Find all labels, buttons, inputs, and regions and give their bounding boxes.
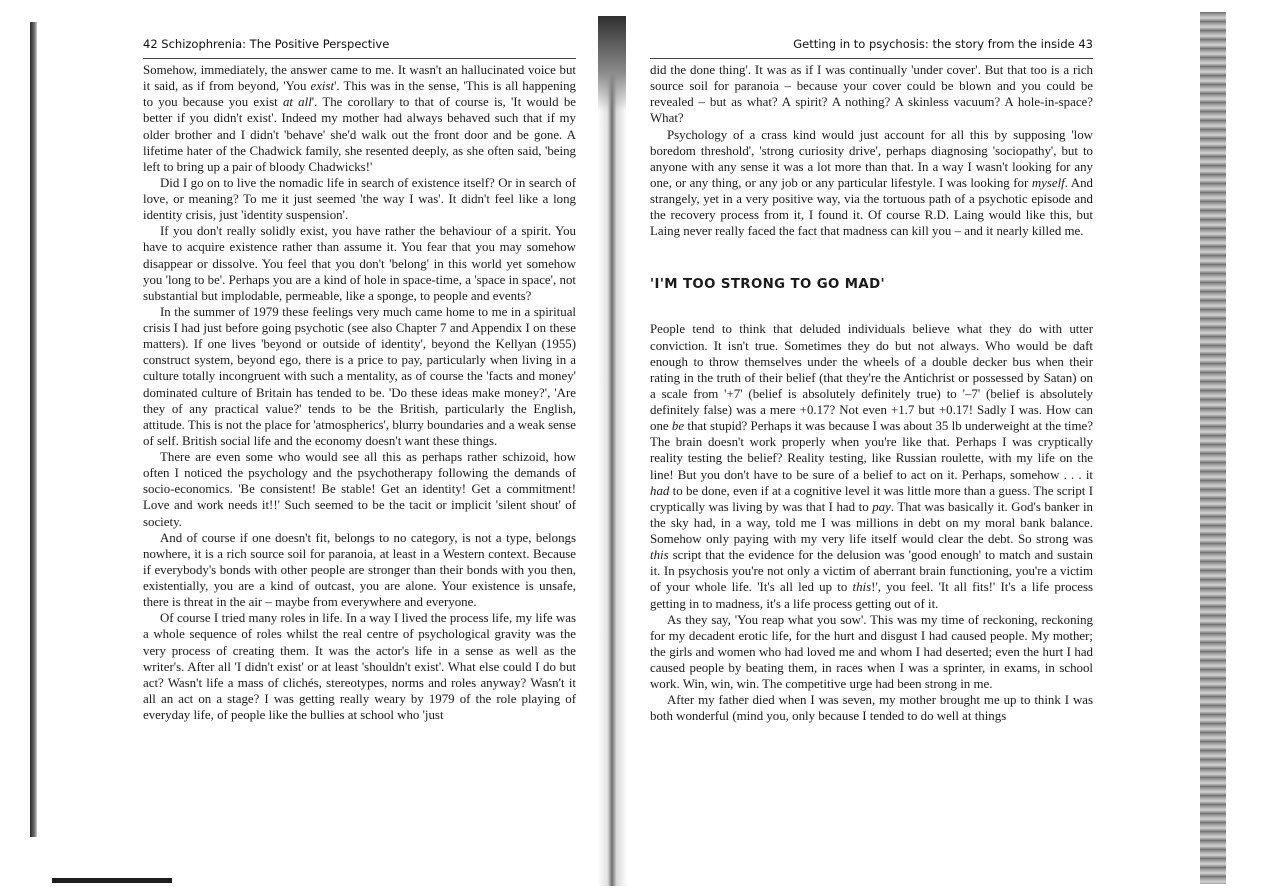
text-run: !', you feel. 'It all fits!' It's a life process getting in to madness, it's a life process getting out of it. — [650, 580, 1093, 611]
italic-text: exist — [310, 79, 335, 94]
text-run: There are even some who would see all this as perhaps rather schizoid, how often I noticed the psychology and the psychotherapy following the demands of socio-economics. 'Be consistent! Be stable! Get an identity! Get a commitment! Love and work needs it!!' Such seemed to be the tacit or implicit 'silent shout' of society. — [143, 450, 576, 529]
italic-text: had — [650, 483, 670, 498]
paragraph — [650, 62, 1093, 127]
text-run: And of course if one doesn't fit, belongs to no category, is not a type, belongs nowhere, it is a rich source soil for paranoia, at least in a Western context. Because if everybody's bonds with other people are stronger than their bonds with you then, existentially, you are a kind of outcast, you are alone. Your existence is unsafe, there is threat in the air – maybe from everywhere and everyone. — [143, 530, 576, 610]
right-page-body-top — [650, 62, 1093, 239]
paragraph — [650, 321, 1093, 611]
italic-text: this — [852, 580, 872, 595]
text-run: '. The corollary to that of course is, 'It would be better if you didn't exist'. Indeed my mother had always behaved such that if my older brother and I didn't 'behave' she'd walk out the front door and be gone. A lifetime hater of the Chadwick family, she resented deeply, as she often said, 'being left to bring up a pair of bloody Chadwicks!' — [143, 95, 577, 174]
left-page — [143, 36, 576, 723]
italic-text: pay — [872, 499, 891, 514]
section-heading: 'I'M TOO STRONG TO GO MAD' — [650, 277, 885, 293]
paragraph — [650, 692, 1093, 724]
right-header-rule — [650, 58, 1093, 59]
book-gutter-shadow — [597, 16, 627, 886]
text-run: In the summer of 1979 these feelings very much came home to me in a spiritual crisis I had just before going psychotic (see also Chapter 7 and Appendix I on these matters). If one lives 'beyond or outside of identity', beyond the Kellyan (1955) construct system, beyond ego, there is a price to pay, particularly when living in a culture totally incongruent with such a mentality, as of course the 'facts and money' dominated culture of Britain has tended to be. 'Do these ideas make money?', 'Are they of any practical value?' tends to be the British, particularly the English, attitude. This is not the place for 'atmospherics', blurry boundaries and a weak sense of self. British social life and the economy doesn't want these things. — [143, 304, 576, 448]
paragraph — [143, 449, 576, 530]
left-page-body — [143, 62, 576, 723]
italic-text: at all — [282, 95, 312, 110]
italic-text: this — [650, 548, 669, 563]
text-run: '. This was in the sense, 'This is all happening to you because you exist — [143, 79, 577, 110]
paragraph — [143, 610, 576, 723]
text-run: did the done thing'. It was as if I was continually 'under cover'. But that too is a rich source soil for paranoia – because your cover could be blown and you could be revealed – but as what? A spirit? A nothing? A skinless vacuum? A hole-in-space? What? — [650, 63, 1093, 126]
left-running-head: 42 Schizophrenia: The Positive Perspective — [143, 37, 390, 51]
text-run: that stupid? Perhaps it was because I was about 35 lb underweight at the time? The brain doesn't work properly when you're like that. Perhaps I was cryptically reality testing the belief? Reality testing, like Russian roulette, with my life on the line! But you don't have to be sure of a belief to act on it. Perhaps, somehow . . . it — [650, 419, 1093, 482]
italic-text: myself — [1031, 175, 1065, 190]
text-run: . That was basically it. God's banker in the sky had, in a way, told me I was millions in debt on my moral bank balance. Somehow only paying with my very life itself would clear the debt. So strong was — [650, 499, 1093, 546]
scan-page-edges-right — [1200, 12, 1226, 884]
paragraph — [143, 175, 576, 223]
scan-shadow-left-edge — [30, 22, 37, 837]
left-header-rule — [143, 58, 576, 59]
text-run: to be done, even if at a cognitive level it was little more than a guess. The script I cryptically was living by was that I had to — [650, 483, 1093, 514]
text-run: Somehow, immediately, the answer came to me. It wasn't an hallucinated voice but it said, as if from beyond, 'You — [143, 63, 576, 94]
text-run: . And strangely, yet in a very positive way, via the tortuous path of a psychotic episode and the recovery process from it, I found it. Of course R.D. Laing would like this, but Laing never really faced the fact that madness can kill you – and it nearly killed me. — [650, 175, 1093, 239]
paragraph — [650, 127, 1093, 240]
text-run: Did I go on to live the nomadic life in search of existence itself? Or in search of love, or meaning? To me it just seemed 'the way I was'. It didn't feel like a long identity crisis, just 'identity suspension'. — [143, 175, 576, 223]
book-gutter-top-shadow — [598, 16, 626, 111]
paragraph — [143, 223, 576, 304]
paragraph — [650, 612, 1093, 693]
right-running-head: Getting in to psychosis: the story from the inside 43 — [793, 37, 1093, 51]
right-page-body-bottom — [650, 321, 1093, 724]
text-run: If you don't really solidly exist, you have rather the behaviour of a spirit. You have to acquire existence rather than assume it. You fear that you may somehow disappear or dissolve. You feel that you don't 'belong' in this world yet somehow you 'long to be'. Perhaps you are a kind of hole in space-time, a 'space in space', not substantial but implodable, permeable, like a sponge, to people and events? — [143, 224, 576, 303]
paragraph — [143, 304, 576, 449]
text-run: Of course I tried many roles in life. In a way I lived the process life, my life was a whole sequence of roles whilst the real centre of psychological gravity was the very process of creating them. It was the actor's life in a sense as well as the writer's. After all 'I didn't exist' or at least 'shouldn't exist'. What else could I do but act? Wasn't life a mass of clichés, stereotypes, norms and roles anyway? Wasn't it all an act on a stage? I was getting really weary by 1979 of the role playing of everyday life, of people like the bullies at school who 'just — [143, 611, 576, 722]
text-run: Psychology of a crass kind would just account for all this by supposing 'low boredom threshold', 'strong curiosity drive', perhaps diagnosing 'sociopathy', but to anyone with any sense it was a lot more than that. In a way I wasn't looking for any one, or any thing, or any job or any particular lifestyle. I was looking for — [650, 127, 1093, 190]
text-run: As they say, 'You reap what you sow'. This was my time of reckoning, reckoning for my decadent erotic life, for the hurt and disgust I had caused people. My mother; the girls and women who had loved me and whom I had deserted; even the hurt I had caused people by beating them, in races when I was a sprinter, in exams, in school work. Win, win, win. The competitive urge had been strong in me. — [650, 612, 1093, 692]
scan-shadow-bottom-edge — [52, 878, 172, 883]
italic-text: be — [671, 419, 685, 434]
paragraph — [143, 62, 576, 175]
text-run: After my father died when I was seven, my mother brought me up to think I was both wonderful (mind you, only because I tended to do well at things — [650, 693, 1093, 724]
paragraph — [143, 530, 576, 611]
text-run: People tend to think that deluded individuals believe what they do with utter conviction. It isn't true. Sometimes they do but not always. Who would be daft enough to throw themselves under the wheels of a double decker bus when their rating in the truth of their belief (that they're the Antichrist or possessed by Satan) on a scale from '+7' (belief is absolutely definitely true) to '–7' (belief is absolutely definitely false) was a mere +0.17? Not even +1.7 but +0.17! Sadly I was. How can one — [650, 322, 1093, 434]
right-page — [650, 36, 1093, 725]
text-run: script that the evidence for the delusion was 'good enough' to match and sustain it. In psychosis you're not only a victim of aberrant brain functioning, you're a victim of your whole life. 'It's all led up to — [650, 548, 1093, 595]
